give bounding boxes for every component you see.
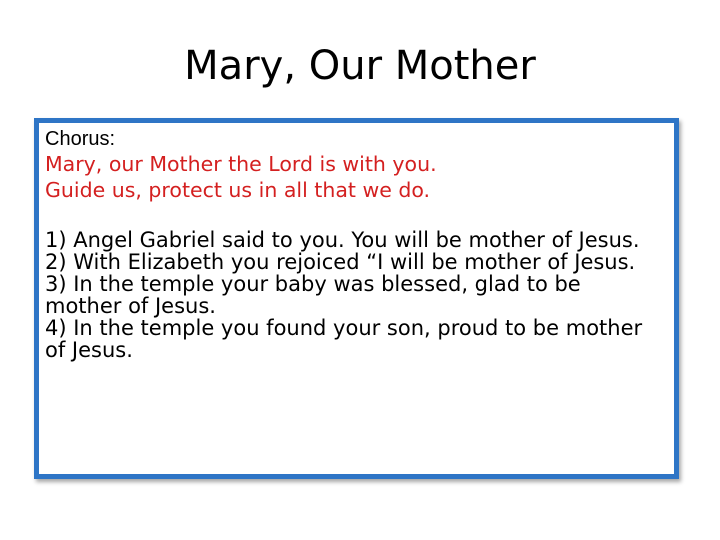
- chorus-line-1: Mary, our Mother the Lord is with you.: [45, 152, 437, 176]
- verse-4: 4) In the temple you found your son, proud to be mother of Jesus.: [45, 316, 643, 362]
- lyrics-box: [34, 118, 679, 479]
- page-title: Mary, Our Mother: [184, 43, 536, 89]
- chorus-label: Chorus:: [45, 128, 116, 150]
- verse-1: 1) Angel Gabriel said to you. You will be mother of Jesus.: [45, 228, 640, 252]
- verse-3: 3) In the temple your baby was blessed, glad to be mother of Jesus.: [45, 272, 581, 318]
- verse-list: [45, 229, 674, 361]
- chorus-line-2: Guide us, protect us in all that we do.: [45, 178, 431, 202]
- verse-2: 2) With Elizabeth you rejoiced “I will be mother of Jesus.: [45, 250, 636, 274]
